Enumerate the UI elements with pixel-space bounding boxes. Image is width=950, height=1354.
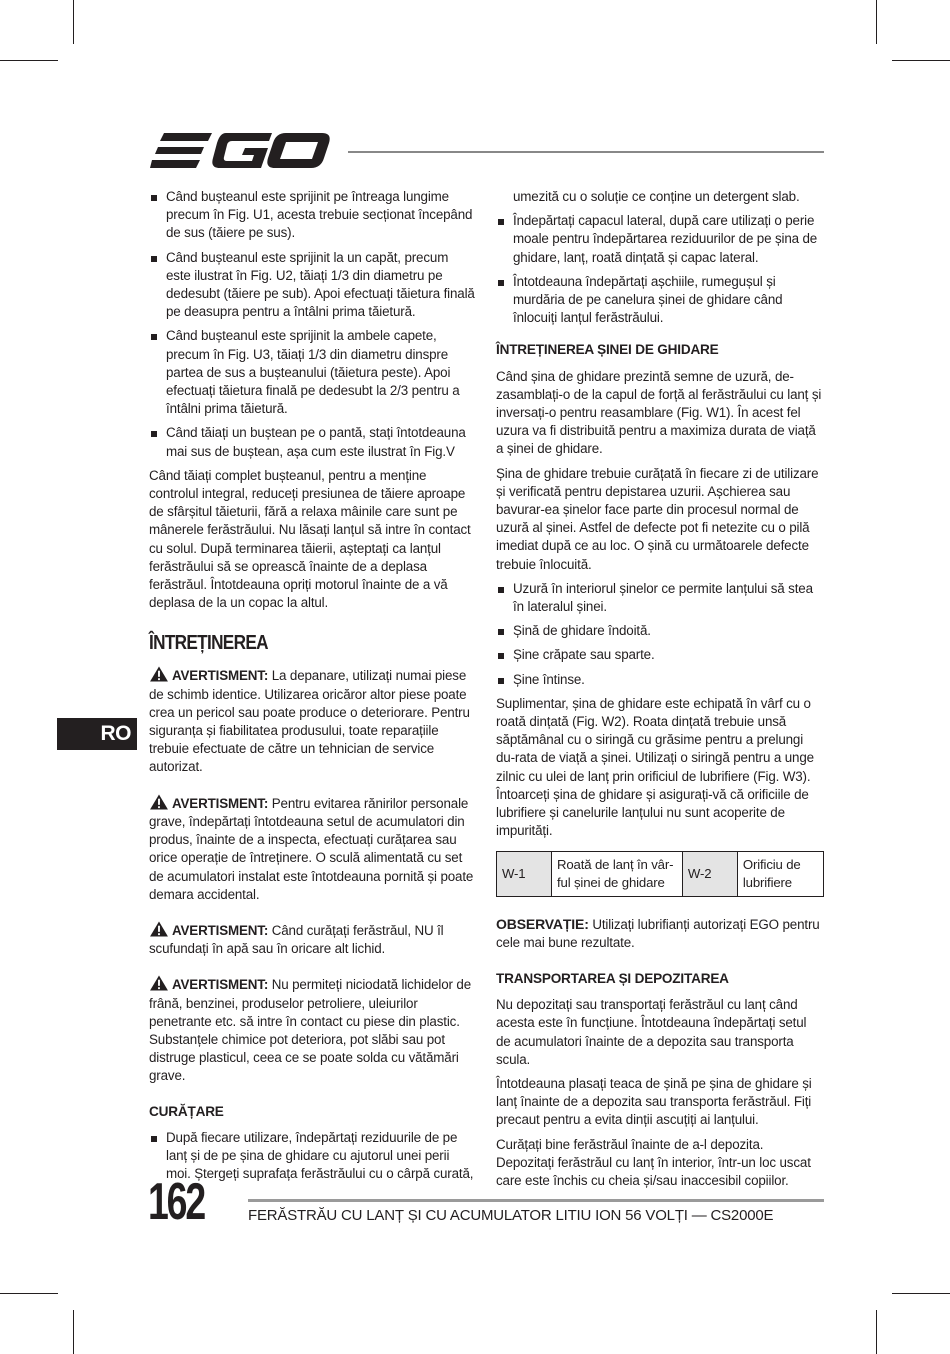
paragraph-complete-cut: Când tăiați complet bușteanul, pentru a menține controlul integral, reduceți presiunea de tăiere aproape de sfârșitul tăieturii, fără a relaxa mâinile care sunt pe mânerele ferăstrăului. Nu lăsați lanțul să intre în contact cu solul. După terminarea tăierii, așteptați ca lanțul ferăstrăului să se oprească înainte de a deplasa ferăstrăul. Întotdeauna opriți motorul înainte de a vă deplasa de la un copac la altul.: [149, 467, 471, 611]
warning-text: Pentru evitarea rănirilor personale grave, îndepărtați întotdeauna setul de acumulatori din produs, înainte de a inspecta, efectuați curățarea sau orice operație de întreținere. O sculă alimentată cu set de acumulatori instalat este întotdeauna pornită și poate demara accidental.: [149, 795, 474, 902]
list-item: Întotdeauna îndepărtați așchiile, rumegușul și murdăria de pe canelura șinei de ghidare când înlocuiți lanțul ferăstrăului.: [496, 273, 824, 328]
list-item: Când bușteanul este sprijinit la ambele capete, precum în Fig. U3, tăiați 1/3 din diametru dinspre partea de sus a bușteanului (tăietura peste). Apoi efectuați tăietura finală pe dedesubt la 2/3 pentru a întâlni prima tăietură.: [149, 327, 476, 418]
crop-mark: [0, 1293, 58, 1294]
footer-rule: [248, 1199, 824, 1202]
heading-guide-bar: ÎNTREȚINEREA ȘINEI DE GHIDARE: [496, 342, 719, 358]
note: [496, 915, 824, 952]
paragraph: Nu depozitați sau transportați ferăstrăul cu lanț când acesta este în funcțiune. Întotdeauna îndepărtați setul de acumulatori înainte de a depozita sau transporta scula.: [496, 997, 807, 1067]
warning-label: AVERTISMENT:: [172, 977, 269, 993]
heading-maintenance: ÎNTREȚINEREA: [149, 632, 268, 655]
paragraph: Întotdeauna plasați teaca de șină pe șina de ghidare și lanț înainte de a depozita sau transporta ferăstrăul. Fiți precaut pentru a evita dinții ascuțiți ai lanțului.: [496, 1075, 812, 1128]
table-cell-code: W-2: [682, 851, 737, 896]
warning-icon: [149, 666, 169, 682]
note-text: Utilizați lubrifianți autorizați EGO pentru cele mai bune rezultate.: [496, 916, 820, 950]
warning-label: AVERTISMENT:: [172, 795, 269, 811]
list-item: Șine crăpate sau sparte.: [496, 646, 824, 664]
right-column: [496, 188, 824, 1196]
list-item: Șină de ghidare îndoită.: [496, 622, 824, 640]
warning-text: Când curățați ferăstrăul, NU îl scufundați în apă sau în oricare alt lichid.: [149, 922, 444, 957]
warning-block: [149, 666, 476, 776]
list-item: Când bușteanul este sprijinit pe întreaga lungime precum în Fig. U1, acesta trebuie secționat începând de sus (tăiere pe sus).: [149, 188, 476, 243]
language-tab: [57, 718, 137, 750]
paragraph: Șina de ghidare trebuie curățată în fiecare zi de utilizare și verificată pentru depistarea uzurii. Așchierea sau bavurar-ea șinelor face parte din procesul normal de uzură al șinei. Astfel de defecte pot fi netezite cu o pilă imediat după ce au loc. O șină cu următoarele defecte trebuie înlocuită.: [496, 465, 819, 572]
left-column: [149, 188, 476, 1189]
paragraph: Suplimentar, șina de ghidare este echipată în vârf cu o roată dințată (Fig. W2). Roata dințată trebuie unsă săptămânal cu o siringă cu grăsime pentru a prelungi du-rata de viață a șinei. Utilizați o siringă pentru a unge zilnic cu ulei de lanț prin orificiul de lubrifiere (Fig. W3). Întoarceți șina de ghidare și asigurați-vă că orificiile de lubrifiere și canelurile lanțului nu sunt acoperite de impurități.: [496, 695, 814, 839]
warning-block: [149, 794, 476, 904]
warning-text: La depanare, utilizați numai piese de schimb identice. Utilizarea oricăror altor piese poate crea un pericol sau poate produce o deteriorare. Pentru siguranța și fiabilitatea produsului, toate reparațiile trebuie efectuate de către un tehnician de service autorizat.: [149, 668, 470, 775]
warning-block: [149, 975, 476, 1085]
note-label: OBSERVAȚIE:: [496, 915, 589, 932]
crop-mark: [892, 60, 950, 61]
table-cell-desc: Orificiu de lubrifiere: [737, 851, 823, 896]
paragraph: Curățați bine ferăstrăul înainte de a-l depozita. Depozitați ferăstrăul cu lanț în interior, într-un loc uscat care este închis cu cheia și/sau inaccesibil copiilor.: [496, 1136, 811, 1188]
heading-transport: TRANSPORTAREA ȘI DEPOZITAREA: [496, 970, 729, 986]
crop-mark: [73, 1310, 74, 1354]
list-item: Când bușteanul este sprijinit la un capăt, precum este ilustrat în Fig. U2, tăiați 1/3 din diametru pe dedesubt (tăiere pe sub). Apoi efectuați tăietura finală pe deasupra pentru a întâlni prima tăietură.: [149, 249, 476, 322]
heading-cleaning: CURĂȚARE: [149, 1103, 224, 1119]
footer-title: FERĂSTRĂU CU LANȚ ȘI CU ACUMULATOR LITIU ION 56 VOLȚI — CS2000E: [248, 1207, 774, 1224]
warning-label: AVERTISMENT:: [172, 668, 269, 684]
header-rule: [348, 151, 824, 153]
crop-mark: [876, 1310, 877, 1354]
ego-logo: [150, 131, 330, 171]
warning-text: Nu permiteți niciodată lichidelor de frână, benzinei, produselor petroliere, uleiurilor penetrante etc. să intre în contact cu piese din plastic. Substanțele chimice pot deteriora, pot slăbi sau pot distruge plasticul, ceea ce se poate solda cu vătămări grave.: [149, 977, 472, 1084]
list-item: Când tăiați un buștean pe o pantă, stați întotdeauna mai sus de buștean, așa cum este ilustrat în Fig.V: [149, 424, 476, 460]
warning-icon: [149, 921, 169, 937]
list-item: Îndepărtați capacul lateral, după care utilizați o perie moale pentru îndepărtarea reziduurilor de pe șina de ghidare, lanț, roată dințată și capac lateral.: [496, 212, 824, 267]
paragraph: Când șina de ghidare prezintă semne de uzură, de-zasamblați-o de la capul de forță al ferăstrăului cu lanț și inversați-o pentru reasamblare (Fig. W1). În acest fel uzura va fi distribuită pentru a maximiza durata de viață a șinei de ghidare.: [496, 368, 822, 457]
list-item: După fiecare utilizare, îndepărtați reziduurile de pe lanț și de pe șina de ghidare cu ajutorul unei perii moi. Ștergeți suprafața ferăstrăului cu o cârpă curată,: [149, 1129, 476, 1184]
warning-label: AVERTISMENT:: [172, 922, 269, 938]
language-code: RO: [100, 722, 131, 745]
crop-mark: [73, 0, 74, 44]
table-row: [497, 851, 824, 896]
table-cell-code: W-1: [497, 851, 552, 896]
warning-icon: [149, 794, 169, 810]
crop-mark: [876, 0, 877, 44]
list-item: Uzură în interiorul șinelor ce permite lanțului să stea în lateralul șinei.: [496, 580, 824, 616]
warning-block: [149, 921, 476, 958]
list-item-continued: umezită cu o soluție ce conține un detergent slab.: [513, 189, 800, 204]
crop-mark: [0, 60, 58, 61]
list-item: Șine întinse.: [496, 671, 824, 689]
crop-mark: [892, 1293, 950, 1294]
parts-table: [496, 851, 824, 897]
page-number: 162: [148, 1173, 204, 1231]
warning-icon: [149, 975, 169, 991]
table-cell-desc: Roată de lanț în vâr-ful șinei de ghidare: [552, 851, 683, 896]
